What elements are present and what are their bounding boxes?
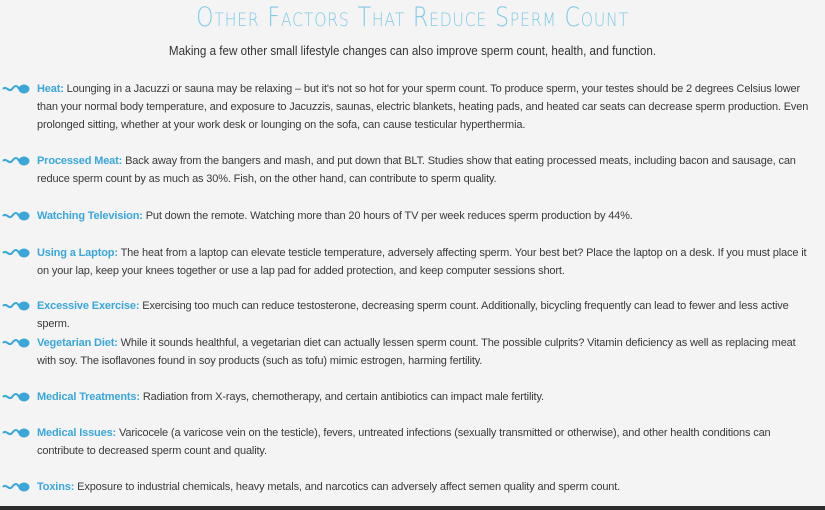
list-item-text <box>37 80 817 134</box>
list-item-body: Put down the remote. Watching more than 20 hours of TV per week reduces sperm production by 44%. <box>142 210 633 222</box>
sperm-bullet-icon <box>2 427 30 439</box>
sperm-bullet-icon <box>2 247 30 259</box>
list-item-label: Heat: <box>37 83 64 95</box>
list-item-label: Medical Issues: <box>37 427 117 439</box>
list-item-body: While it sounds healthful, a vegetarian diet can actually lessen sperm count. The possible culprits? Vitamin deficiency as well as replacing meat with soy. The isoflavones found in soy products (such as tofu) mimic estrogen, harming fertility. <box>37 337 796 367</box>
sperm-bullet-icon <box>2 481 30 493</box>
intro-text: Making a few other small lifestyle changes can also improve sperm count, health, and function. <box>168 44 657 58</box>
page-title: Other Factors That Reduce Sperm Count <box>196 2 629 33</box>
list-item-text <box>37 244 817 280</box>
list-item-text <box>37 297 817 333</box>
list-item-label: Processed Meat: <box>37 155 123 167</box>
list-item-label: Vegetarian Diet: <box>37 337 118 349</box>
list-item-text <box>37 478 817 496</box>
list-item-label: Medical Treatments: <box>37 391 140 403</box>
list-item-body: Exposure to industrial chemicals, heavy metals, and narcotics can adversely affect semen quality and sperm count. <box>74 481 621 493</box>
list-item-text <box>37 334 817 370</box>
sperm-bullet-icon <box>2 300 30 312</box>
list-item-body: Varicocele (a varicose vein on the testicle), fevers, untreated infections (sexually transmitted or otherwise), and other health conditions can contribute to decreased sperm count and quality. <box>37 427 771 457</box>
list-item-body: Back away from the bangers and mash, and put down that BLT. Studies show that eating processed meats, including bacon and sausage, can reduce sperm count by as much as 30%. Fish, on the other hand, can contribute to sperm quality. <box>37 155 796 185</box>
list-item-body: Lounging in a Jacuzzi or sauna may be relaxing – but it's not so hot for your sperm count. To produce sperm, your testes should be 2 degrees Celsius lower than your normal body temperature, and exposure to Jacuzzis, saunas, electric blankets, heating pads, and heated car seats can decrease sperm production. Even prolonged sitting, whether at your work desk or lounging on the sofa, can cause testicular hyperthermia. <box>37 83 809 131</box>
sperm-bullet-icon <box>2 83 30 95</box>
sperm-bullet-icon <box>2 155 30 167</box>
list-item-body: The heat from a laptop can elevate testicle temperature, adversely affecting sperm. Your best bet? Place the laptop on a desk. If you must place it on your lap, keep your knees together or use a lap pad for added protection, and keep computer sessions short. <box>37 247 807 277</box>
bottom-bar <box>0 506 825 510</box>
list-item-label: Toxins: <box>37 481 75 493</box>
list-item-text <box>37 424 817 460</box>
list-item-label: Excessive Exercise: <box>37 300 140 312</box>
list-item-text <box>37 152 817 188</box>
list-item-label: Watching Television: <box>37 210 143 222</box>
sperm-bullet-icon <box>2 337 30 349</box>
sperm-bullet-icon <box>2 391 30 403</box>
list-item-body: Radiation from X-rays, chemotherapy, and certain antibiotics can impact male fertility. <box>139 391 544 403</box>
list-item-label: Using a Laptop: <box>37 247 118 259</box>
list-item-text <box>37 207 817 225</box>
list-item-body: Exercising too much can reduce testosterone, decreasing sperm count. Additionally, bicycling frequently can lead to fewer and less active sperm. <box>37 300 789 330</box>
list-item-text <box>37 388 817 406</box>
sperm-bullet-icon <box>2 210 30 222</box>
